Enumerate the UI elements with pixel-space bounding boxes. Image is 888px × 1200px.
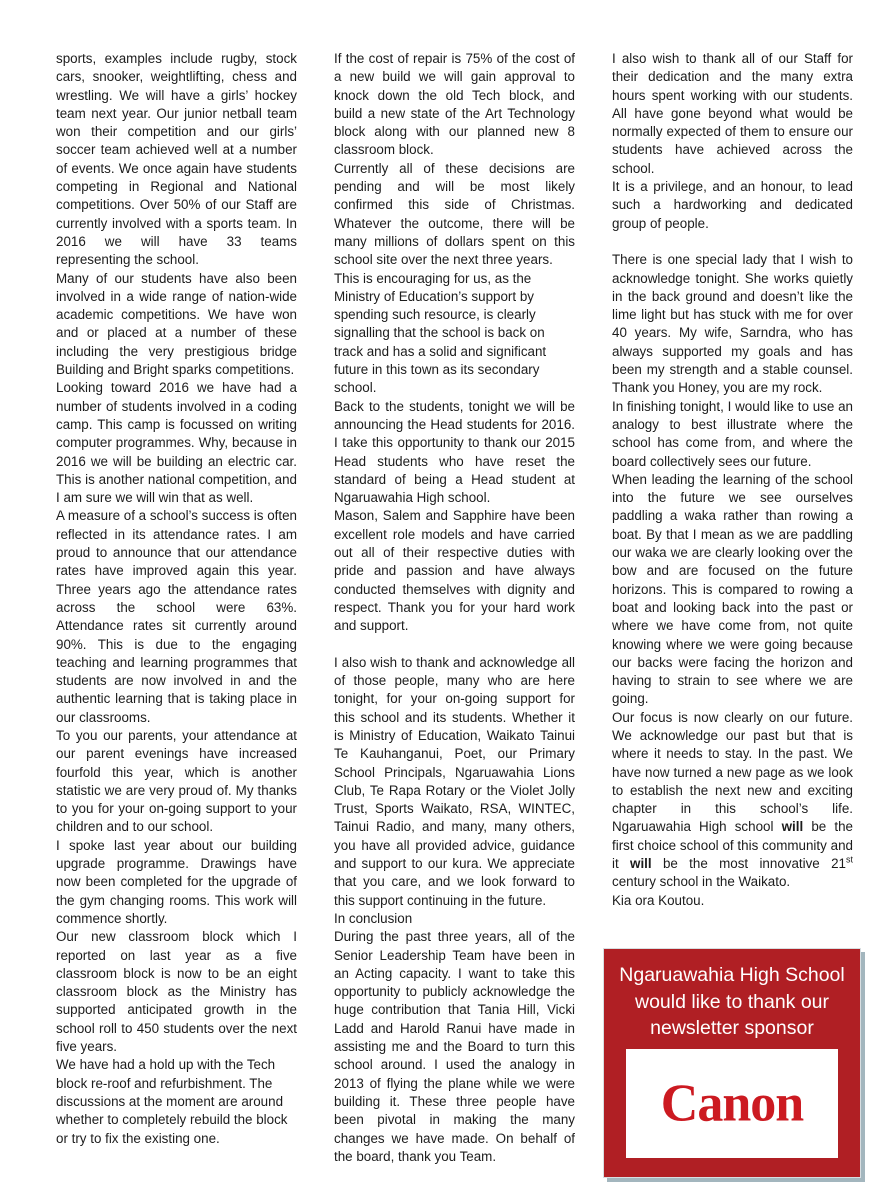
paragraph: Mason, Salem and Sapphire have been excellent role models and have carried out all of their respective duties with pride and passion and have always conducted themselves with dignity and respect. Thank you for your hard work and support. [334, 508, 575, 634]
sponsor-heading-line: would like to thank our [634, 990, 830, 1013]
paragraph: When leading the learning of the school into the future we see ourselves paddling a waka rather than rowing a boat. By that I mean as we are paddling our waka we are clearly looking over the bow and are focused on the future horizons. This is compared to rowing a boat and looking back into the past or where we have come from, not quite knowing where we were going because our backs were facing the horizon and having to strain to see where we are going. [612, 471, 853, 707]
paragraph: During the past three years, all of the Senior Leadership Team have been in an Acting capacity. I want to take this opportunity to publicly acknowledge the huge contribution that Tania Hill, Vicki Ladd and Harold Ranui have made in assisting me and the Board to turn this school around. I used the analogy in 2013 of flying the plane while we were building it. These three people have been pivotal in making the many changes we have made. On behalf of the board, thank you Team. [334, 929, 575, 1164]
canon-logo: Canon [660, 1073, 804, 1133]
paragraph: Our focus is now clearly on our future. We acknowledge our past but that is where it needs to stay. In the past. We have now turned a new page as we look to establish the next new and exciting chapter in this school’s life. Ngaruawahia High school will be the first choice school of this community and it will be the most innovative 21st century school in the Waikato. [612, 709, 853, 890]
sponsor-heading-line: Ngaruawahia High School [619, 964, 845, 986]
paragraph: If the cost of repair is 75% of the cost of a new build we will gain approval to knock down the old Tech block, and build a new state of the Art Technology block along with our planned new 8 classroom block. [334, 51, 575, 158]
paragraph: Our new classroom block which I reported on last year as a five classroom block is now to be an eight classroom block as the Ministry has supported anticipated growth in the school roll to 450 students over the next five years. [56, 929, 297, 1055]
paragraph: I also wish to thank all of our Staff for their dedication and the many extra hours spent working with our students. All have gone beyond what would be normally expected of them to ensure our students have achieved across the school. [612, 51, 853, 176]
sponsor-heading-line: newsletter sponsor [650, 1017, 814, 1039]
paragraph: Kia ora Koutou. [612, 892, 705, 908]
sponsor-box [603, 948, 861, 1178]
paragraph: Currently all of these decisions are pending and will be most likely confirmed this side of Christmas. Whatever the outcome, there will be many millions of dollars spent on this school site over the next three years. [334, 160, 575, 268]
text-column-2 [334, 50, 575, 1166]
paragraph: In finishing tonight, I would like to use an analogy to best illustrate where the school has come from, and where the board collectively sees our future. [612, 398, 853, 469]
paragraph: This is encouraging for us, as the Ministry of Education’s support by spending such resource, is clearly signalling that the school is back on track and has a solid and significant future in this town as its secondary school. [334, 270, 547, 396]
paragraph: Back to the students, tonight we will be announcing the Head students for 2016. I take this opportunity to thank our 2015 Head students who have reset the standard of being a Head student at Ngaruawahia High school. [334, 398, 575, 506]
paragraph: In conclusion [334, 910, 413, 926]
paragraph: To you our parents, your attendance at our parent evenings have increased fourfold this year, which is another statistic we are very proud of. My thanks to you for your on-going support to your children and to our school. [56, 727, 297, 835]
text-column-1 [56, 50, 297, 1166]
canon-logo-box [626, 1049, 838, 1158]
blank-line [334, 636, 575, 654]
paragraph: There is one special lady that I wish to acknowledge tonight. She works quietly in the back ground and doesn’t like the lime light but has stuck with me for over 40 years. My wife, Sarndra, who has always supported my goals and has been my strength and a stable counsel. Thank you Honey, you are my rock. [612, 252, 853, 396]
paragraph: sports, examples include rugby, stock cars, snooker, weightlifting, chess and wrestling. We will have a girls’ hockey team next year. Our junior netball team won their competition and our girls’ soccer team achieved well at a number of events. We once again have students competing in Regional and National competitions. Over 50% of our Staff are currently involved with a sports team. In 2016 we will have 33 teams representing the school. [56, 51, 297, 268]
paragraph: A measure of a school’s success is often reflected in its attendance rates. I am proud to announce that our attendance rates have improved again this year. Three years ago the attendance rates across the school were 63%. Attendance rates sit currently around 90%. This is due to the engaging teaching and learning programmes that students are now involved in and the authentic learning that is taking place in our classrooms. [56, 508, 297, 725]
paragraph: We have had a hold up with the Tech block re-roof and refurbishment. The discussions at the moment are around whether to completely rebuild the block or try to fix the existing one. [56, 1057, 288, 1146]
paragraph: I spoke last year about our building upgrade programme. Drawings have now been completed for the upgrade of the gym changing rooms. This work will commence shortly. [56, 837, 297, 926]
paragraph: Looking toward 2016 we have had a number of students involved in a coding camp. This camp is focussed on writing computer programmes. Why, because in 2016 we will be building an electric car. This is another national competition, and I am sure we will win that as well. [56, 380, 297, 506]
sponsor-heading [619, 962, 844, 1042]
paragraph: Many of our students have also been involved in a wide range of nation-wide academic competitions. We have won and or placed at a number of these including the very prestigious bridge Building and Bright sparks competitions. [56, 270, 297, 378]
paragraph: I also wish to thank and acknowledge all of those people, many who are here tonight, for your on-going support for this school and its students. Whether it is Ministry of Education, Waikato Tainui Te Kauhanganui, Poet, our Primary School Principals, Ngaruawahia Lions Club, Te Rapa Rotary or the Violet Jolly Trust, Sports Waikato, RSA, WINTEC, Tainui Radio, and many, many others, you have all provided advice, guidance and support to our kura. We appreciate that you care, and we look forward to this support continuing in the future. [334, 654, 575, 908]
paragraph: It is a privilege, and an honour, to lead such a hardworking and dedicated group of people. [612, 179, 853, 231]
blank-line [612, 233, 853, 251]
